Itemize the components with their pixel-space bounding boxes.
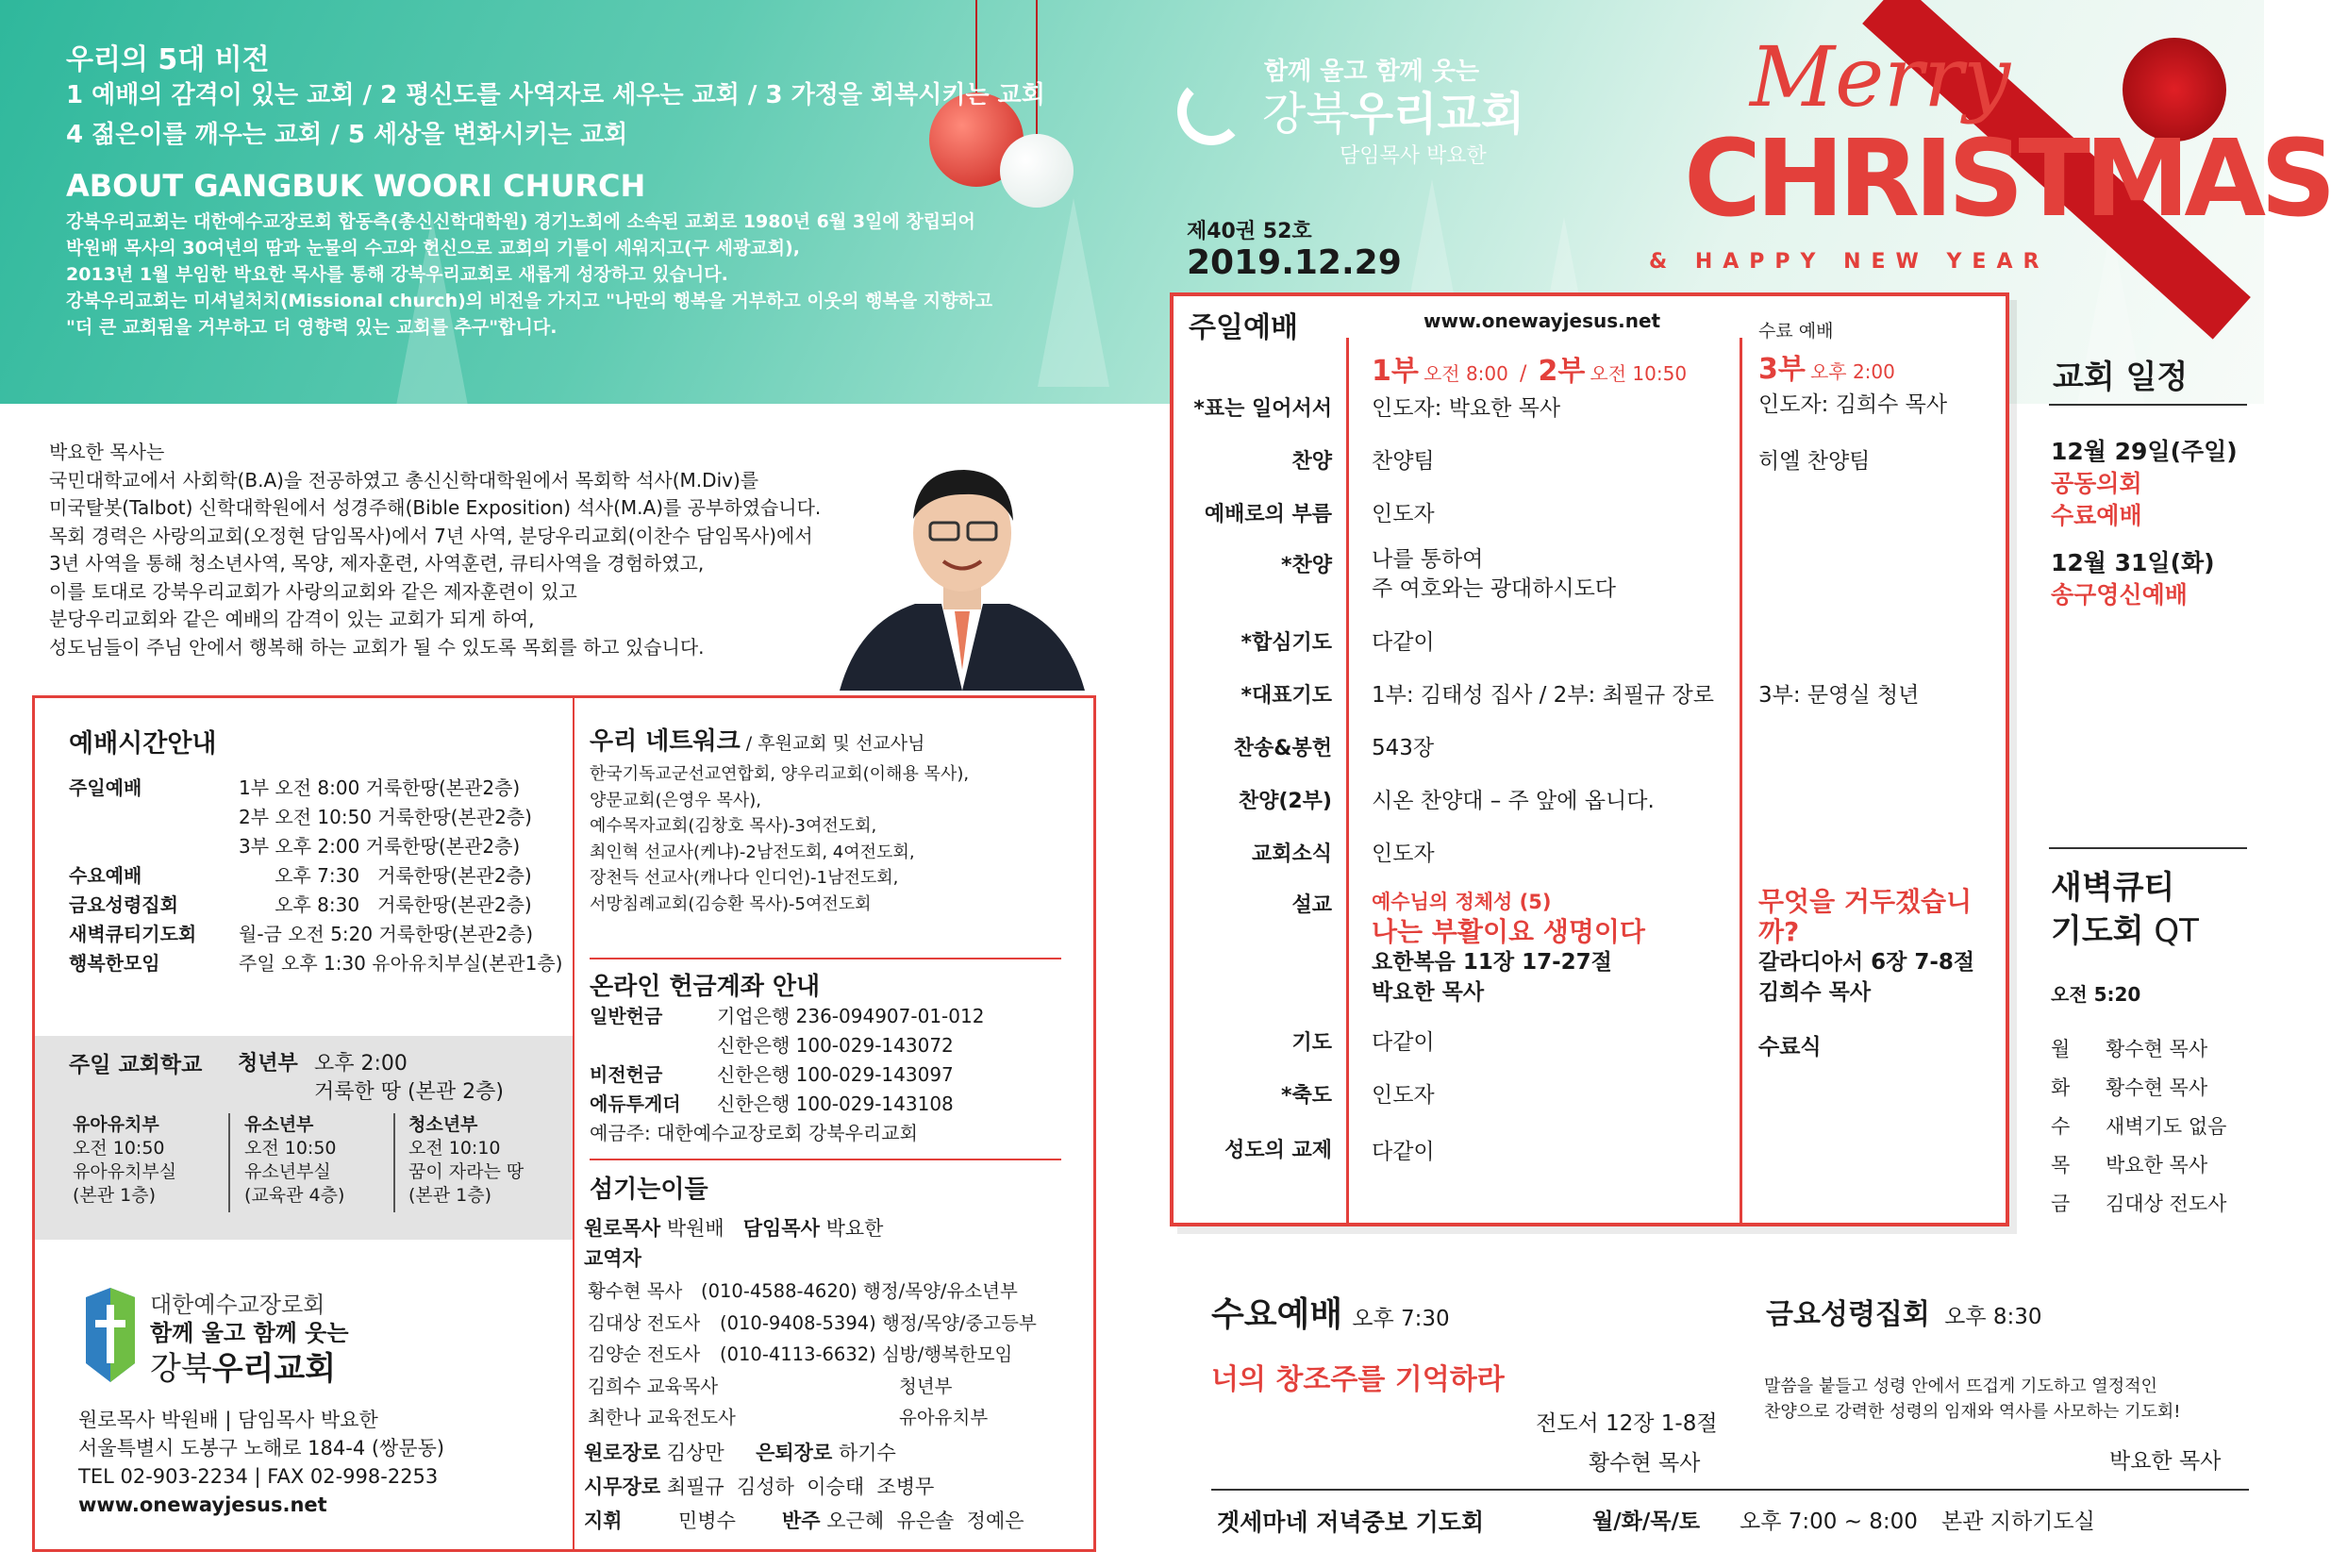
order-value: 시온 찬양대 – 주 앞에 옵니다. xyxy=(1372,789,1655,813)
offering-title: 온라인 헌금계좌 안내 xyxy=(590,973,821,1001)
times-title: 예배시간안내 xyxy=(69,729,217,759)
order-label: *축도 xyxy=(1280,1084,1332,1108)
order-value: 찬양팀 xyxy=(1372,449,1435,474)
vision-title: 우리의 5대 비전 xyxy=(66,43,270,76)
network-header xyxy=(590,722,925,757)
network-item: 최인혁 선교사(케냐)-2남전도회, 4여전도회, xyxy=(590,842,915,862)
church-address xyxy=(78,1406,444,1519)
church-logo-icon xyxy=(1177,77,1245,145)
church-name-part: 우리교회 xyxy=(211,1350,337,1388)
sermon-series: 예수님의 정체성 (5) xyxy=(1372,891,1552,913)
denomination-logo-icon xyxy=(82,1288,139,1382)
leader: 새벽기도 없음 xyxy=(2106,1115,2227,1138)
staff-name: 김희수 교육목사 xyxy=(588,1375,719,1397)
order-label: 찬송&봉헌 xyxy=(1233,737,1332,760)
church-slogan: 함께 울고 함께 웃는 xyxy=(1264,58,1480,86)
order-value: 인도자: 박요한 목사 xyxy=(1372,396,1561,421)
denomination-name: 대한예수교장로회 xyxy=(150,1292,325,1318)
weekday: 화 xyxy=(2051,1076,2071,1099)
friday-preacher: 박요한 목사 xyxy=(2109,1449,2222,1474)
sermon-scripture: 요한복음 11장 17-27절 xyxy=(1372,950,1612,975)
role: 원로장로 xyxy=(584,1442,661,1464)
order-value: 다같이 xyxy=(1372,1140,1435,1164)
staff-info: (010-4588-4620) 행정/목양/유소년부 xyxy=(701,1280,1018,1302)
divider xyxy=(1740,338,1742,1223)
sermon-title: 나는 부활이요 생명이다 xyxy=(1372,916,1645,947)
weekday: 월 xyxy=(2051,1038,2071,1060)
part-label: 3부 xyxy=(1758,353,1806,386)
wed-service-small: 수료 예배 xyxy=(1758,321,1834,342)
ornament-white xyxy=(1000,134,1074,208)
youth-time: 오후 2:00 xyxy=(314,1052,408,1076)
person: 박요한 xyxy=(825,1217,884,1240)
dawn-schedule xyxy=(2051,1030,2226,1224)
about-line: 박원배 목사의 30여년의 땀과 눈물의 수고와 헌신으로 교회의 기틀이 세워지고(구 세광교회), xyxy=(66,238,800,259)
order-label: 설교 xyxy=(1291,893,1332,917)
gethsemane-place: 본관 지하기도실 xyxy=(1941,1510,2095,1534)
worship-order xyxy=(1170,292,2009,1226)
friday-time: 오후 8:30 xyxy=(1944,1305,2042,1329)
service-parts xyxy=(1372,347,1687,389)
vision-line: 4 젊은이를 깨우는 교회 / 5 세상을 변화시키는 교회 xyxy=(66,121,628,149)
bio-line: 국민대학교에서 사회학(B.A)을 전공하였고 총신신학대학원에서 목회학 석사(M.Div)를 xyxy=(49,468,759,492)
times-label: 금요성령집회 xyxy=(69,893,178,916)
person: 김상만 xyxy=(666,1442,724,1464)
role: 반주 xyxy=(782,1510,821,1532)
staff-info: (010-9408-5394) 행정/목양/중고등부 xyxy=(720,1311,1037,1334)
gethsemane-time: 오후 7:00 ~ 8:00 xyxy=(1740,1510,1918,1534)
staff-info: (010-4113-6632) 심방/행복한모임 xyxy=(720,1343,1013,1365)
youth-place: 거룩한 땅 (본관 2층) xyxy=(314,1080,504,1104)
dept-block xyxy=(244,1113,395,1208)
network-item: 예수목자교회(김창호 목사)-3여전도회, xyxy=(590,816,877,836)
divider xyxy=(573,698,574,1552)
weekday: 금 xyxy=(2051,1193,2071,1215)
calendar-list xyxy=(2051,436,2238,611)
divider xyxy=(590,1159,1061,1160)
divider xyxy=(1211,1489,2249,1491)
church-name-part: 우리교회 xyxy=(1349,88,1525,141)
church-name xyxy=(1262,77,1524,142)
network-item: 양문교회(은영우 목사), xyxy=(590,790,761,810)
bio-line: 박요한 목사는 xyxy=(49,441,165,463)
sermon-preacher: 박요한 목사 xyxy=(1372,980,1485,1005)
separator: / xyxy=(1512,362,1534,386)
pastor-bio xyxy=(49,439,879,661)
order-value: 인도자 xyxy=(1372,1083,1435,1108)
wednesday-time: 오후 7:30 xyxy=(1352,1307,1450,1331)
servants-row xyxy=(584,1212,883,1244)
gethsemane-days: 월/화/목/토 xyxy=(1592,1510,1701,1534)
times-label xyxy=(69,803,239,832)
bio-line: 3년 사역을 통해 청소년사역, 목양, 제자훈련, 사역훈련, 큐티사역을 경험하였고, xyxy=(49,552,705,575)
dept-time: 오전 10:50 xyxy=(244,1138,337,1159)
dept-place: 유아유치부실 xyxy=(73,1161,177,1182)
service-part3 xyxy=(1758,345,1895,387)
logo-church-name xyxy=(150,1343,336,1389)
website-link[interactable]: www.onewayjesus.net xyxy=(78,1493,327,1516)
person: 민병수 xyxy=(678,1510,736,1532)
person: 오근혜 유은솔 정예은 xyxy=(826,1510,1024,1532)
person: 하기수 xyxy=(838,1442,896,1464)
order-label: 예배로의 부름 xyxy=(1204,503,1332,526)
times-label: 수요예배 xyxy=(69,864,142,887)
order-label: 찬양(2부) xyxy=(1238,790,1332,813)
address-line: 서울특별시 도봉구 노해로 184-4 (쌍문동) xyxy=(78,1437,445,1460)
hymn-line: 주 여호와는 광대하시도다 xyxy=(1372,576,1617,601)
order-value: 인도자: 김희수 목사 xyxy=(1758,392,1948,417)
sermon-preacher: 김희수 목사 xyxy=(1758,980,1872,1005)
logo-slogan: 함께 울고 함께 웃는 xyxy=(150,1320,349,1346)
staff-name: 최한나 교육전도사 xyxy=(588,1407,736,1428)
dept-place: 유소년부실 xyxy=(244,1161,331,1182)
times-value: 3부 오후 2:00 거룩한땅(본관2층) xyxy=(239,835,521,858)
order-label: *합심기도 xyxy=(1240,631,1332,655)
order-value: 다같이 xyxy=(1372,1030,1435,1055)
network-item: 한국기독교군선교연합회, 양우리교회(이해용 목사), xyxy=(590,764,970,784)
order-label: 기도 xyxy=(1291,1031,1332,1055)
offering-table xyxy=(590,1002,984,1148)
times-label: 새벽큐티기도회 xyxy=(69,923,197,945)
church-name-part: 강북 xyxy=(150,1350,212,1388)
role: 원로목사 xyxy=(584,1217,661,1240)
network-subtitle: / 후원교회 및 선교사님 xyxy=(740,733,925,754)
staff-title: 교역자 xyxy=(584,1247,641,1270)
tree-decoration xyxy=(1038,198,1109,387)
divider xyxy=(393,1113,395,1212)
offering-label: 비전헌금 xyxy=(590,1063,663,1086)
leader: 김대상 전도사 xyxy=(2106,1193,2227,1215)
friday-header xyxy=(1766,1291,2042,1332)
order-value: 543장 xyxy=(1372,736,1435,760)
offering-label xyxy=(590,1031,717,1060)
order-value: 히엘 찬양팀 xyxy=(1758,449,1871,474)
pastor-photo xyxy=(830,443,1094,691)
part-time: 오후 2:00 xyxy=(1809,360,1895,383)
part-label: 1부 xyxy=(1372,355,1419,388)
times-label xyxy=(69,832,239,861)
issue-number: 제40권 52호 xyxy=(1187,220,1312,243)
divider xyxy=(228,1113,230,1212)
dawn-title-line: 새벽큐티 xyxy=(2051,869,2175,907)
times-value: 2부 오전 10:50 거룩한땅(본관2층) xyxy=(239,806,532,828)
bio-line: 이를 토대로 강북우리교회가 사랑의교회와 같은 제자훈련이 있고 xyxy=(49,579,577,603)
staff-name: 김대상 전도사 xyxy=(588,1311,701,1334)
sermon-scripture: 갈라디아서 6장 7-8절 xyxy=(1758,950,1975,975)
order-value: 인도자 xyxy=(1372,502,1435,526)
staff-info: 청년부 xyxy=(899,1375,953,1397)
elders-list xyxy=(584,1436,1024,1538)
role: 지휘 xyxy=(584,1510,623,1532)
person: 최필규 김성하 이승태 조병무 xyxy=(666,1476,935,1498)
order-value: 3부: 문영실 청년 xyxy=(1758,683,1920,708)
divider xyxy=(2049,404,2247,406)
bio-line: 성도님들이 주님 안에서 행복해 하는 교회가 될 수 있도록 목회를 하고 있습니다. xyxy=(49,635,705,659)
bio-line: 분당우리교회와 같은 예배의 감격이 있는 교회가 되게 하여, xyxy=(49,608,535,630)
about-line: 강북우리교회는 대한예수교장로회 합동측(총신신학대학원) 경기노회에 소속된 교회로 1980년 6월 3일에 창립되어 xyxy=(66,211,975,232)
dept-name: 유아유치부 xyxy=(73,1114,159,1135)
leader: 황수현 목사 xyxy=(2106,1076,2208,1099)
weekday: 목 xyxy=(2051,1154,2071,1176)
order-label: 찬양 xyxy=(1291,450,1332,474)
staff-name: 황수현 목사 xyxy=(588,1280,683,1302)
church-name-part: 강북 xyxy=(1262,88,1350,141)
staff-name: 김양순 전도사 xyxy=(588,1343,701,1365)
info-box xyxy=(32,695,1096,1552)
offering-account: 기업은행 236-094907-01-012 xyxy=(717,1005,985,1027)
dept-block xyxy=(408,1113,569,1208)
about-line: "더 큰 교회됨을 거부하고 더 영향력 있는 교회를 추구"합니다. xyxy=(66,317,558,338)
bio-line: 목회 경력은 사랑의교회(오정현 담임목사)에서 7년 사역, 분당우리교회(이찬수 담임목사)에서 xyxy=(49,524,813,547)
youth-dept: 청년부 xyxy=(238,1052,298,1076)
leader: 박요한 목사 xyxy=(2106,1154,2208,1176)
order-value xyxy=(1372,545,1616,604)
times-label: 행복한모임 xyxy=(69,952,160,975)
friday-desc-line: 찬양으로 강력한 성령의 임재와 역사를 사모하는 기도회! xyxy=(1764,1402,2181,1422)
issue-date: 2019.12.29 xyxy=(1187,243,1402,282)
times-table xyxy=(69,774,562,978)
calendar-event: 수료예배 xyxy=(2051,502,2142,529)
friday-title: 금요성령집회 xyxy=(1766,1298,1930,1331)
dept-place: 꿈이 자라는 땅 xyxy=(408,1161,524,1182)
wednesday-preacher: 황수현 목사 xyxy=(1589,1451,1701,1476)
wednesday-header xyxy=(1211,1288,1450,1336)
wednesday-sermon: 너의 창조주를 기억하라 xyxy=(1211,1363,1505,1396)
offering-account: 신한은행 100-029-143072 xyxy=(717,1034,954,1057)
order-label: 성도의 교제 xyxy=(1224,1139,1332,1162)
role: 은퇴장로 xyxy=(756,1442,833,1464)
happy-new-year-text: & HAPPY NEW YEAR xyxy=(1649,250,2050,274)
times-value: 오후 7:30 거룩한땅(본관2층) xyxy=(239,864,532,887)
network-list xyxy=(590,761,969,917)
calendar-date: 12월 31일(화) xyxy=(2051,549,2215,576)
dept-name: 유소년부 xyxy=(244,1114,314,1135)
weekday: 수 xyxy=(2051,1115,2071,1138)
calendar-date: 12월 29일(주일) xyxy=(2051,438,2238,465)
part-label: 2부 xyxy=(1538,355,1586,388)
order-label: *찬양 xyxy=(1280,554,1332,577)
network-item: 장천득 선교사(캐나다 인디언)-1남전도회, xyxy=(590,868,899,888)
person: 박원배 xyxy=(666,1217,724,1240)
offering-account: 신한은행 100-029-143108 xyxy=(717,1093,954,1115)
times-label: 주일예배 xyxy=(69,776,142,799)
order-label: 교회소식 xyxy=(1251,842,1332,866)
times-value: 월-금 오전 5:20 거룩한땅(본관2층) xyxy=(239,923,534,945)
calendar-title: 교회 일정 xyxy=(2053,359,2189,396)
divider xyxy=(590,958,1061,959)
dawn-title-line: 기도회 xyxy=(2051,912,2144,950)
order-label: *대표기도 xyxy=(1240,684,1332,708)
staff-list xyxy=(588,1276,1078,1434)
bio-line: 미국탈봇(Talbot) 신학대학원에서 성경주해(Bible Exposition) 석사(M.A)를 공부하였습니다. xyxy=(49,496,822,519)
offering-account: 신한은행 100-029-143097 xyxy=(717,1063,954,1086)
dept-building: (교육관 4층) xyxy=(244,1185,345,1206)
vision-line: 1 예배의 감격이 있는 교회 / 2 평신도를 사역자로 세우는 교회 / 3 가정을 회복시키는 교회 xyxy=(66,81,1045,109)
about-line: 2013년 1월 부임한 박요한 목사를 통해 강북우리교회로 새롭게 성장하고 있습니다. xyxy=(66,264,728,285)
times-value: 오후 8:30 거룩한땅(본관2층) xyxy=(239,893,532,916)
ornament-string xyxy=(1036,0,1038,137)
staff-info: 유아유치부 xyxy=(899,1407,989,1428)
hymn-line: 나를 통하여 xyxy=(1372,547,1484,572)
calendar-event: 송구영신예배 xyxy=(2051,581,2188,609)
friday-desc-line: 말씀을 붙들고 성령 안에서 뜨겁게 기도하고 열정적인 xyxy=(1764,1376,2157,1396)
times-value: 주일 오후 1:30 유아유치부실(본관1층) xyxy=(239,952,563,975)
senior-pastor: 담임목사 박요한 xyxy=(1340,144,1487,168)
role: 담임목사 xyxy=(742,1217,820,1240)
dept-name: 청소년부 xyxy=(408,1114,478,1135)
calendar-event: 공동의회 xyxy=(2051,470,2142,497)
divider xyxy=(1346,338,1349,1223)
leader: 황수현 목사 xyxy=(2106,1038,2208,1060)
servants-title: 섬기는이들 xyxy=(590,1176,708,1204)
sermon-3 xyxy=(1758,887,2006,1062)
part-time: 오전 10:50 xyxy=(1590,362,1688,385)
offering-label: 일반헌금 xyxy=(590,1005,663,1027)
closing-ceremony: 수료식 xyxy=(1758,1035,1822,1059)
dept-building: (본관 1층) xyxy=(73,1185,157,1206)
divider xyxy=(2049,847,2247,849)
address-line: 원로목사 박원배 | 담임목사 박요한 xyxy=(78,1409,378,1431)
friday-description xyxy=(1764,1374,2180,1425)
network-item: 서망침례교회(김승환 목사)-5여전도회 xyxy=(590,893,872,914)
christmas-text: CHRISTMAS xyxy=(1684,118,2331,241)
address-line: TEL 02-903-2234 | FAX 02-998-2253 xyxy=(78,1465,439,1488)
wednesday-title: 수요예배 xyxy=(1211,1295,1343,1334)
worship-website[interactable]: www.onewayjesus.net xyxy=(1424,309,1661,332)
wednesday-scripture: 전도서 12장 1-8절 xyxy=(1536,1411,1718,1436)
sermon-title: 무엇을 거두겠습니까? xyxy=(1758,886,1973,947)
about-line: 강북우리교회는 미셔널처치(Missional church)의 비전을 가지고 "나만의 행복을 거부하고 이웃의 행복을 지향하고 xyxy=(66,291,993,311)
part-time: 오전 8:00 xyxy=(1423,362,1508,385)
dept-building: (본관 1층) xyxy=(408,1185,492,1206)
account-holder: 예금주: 대한예수교장로회 강북우리교회 xyxy=(590,1122,918,1144)
worship-title: 주일예배 xyxy=(1189,311,1298,344)
order-value: 다같이 xyxy=(1372,630,1435,655)
order-value: 1부: 김태성 집사 / 2부: 최필규 장로 xyxy=(1372,683,1714,708)
sunday-school-title: 주일 교회학교 xyxy=(69,1053,203,1077)
times-value: 1부 오전 8:00 거룩한땅(본관2층) xyxy=(239,776,521,799)
sermon-1 xyxy=(1372,887,1645,1008)
role: 시무장로 xyxy=(584,1476,661,1498)
dept-block xyxy=(73,1113,233,1208)
order-label: *표는 일어서서 xyxy=(1193,397,1332,421)
dawn-time: 오전 5:20 xyxy=(2051,983,2141,1006)
about-title: ABOUT GANGBUK WOORI CHURCH xyxy=(66,168,646,204)
dept-time: 오전 10:10 xyxy=(408,1138,501,1159)
merry-text: Merry xyxy=(1750,28,2011,125)
offering-label: 에듀투게더 xyxy=(590,1093,681,1115)
dawn-title xyxy=(2051,866,2199,953)
dept-time: 오전 10:50 xyxy=(73,1138,165,1159)
order-value: 인도자 xyxy=(1372,842,1435,866)
network-title: 우리 네트워크 xyxy=(590,727,741,756)
gethsemane-title: 겟세마네 저녁중보 기도회 xyxy=(1217,1509,1485,1536)
dawn-title-suffix: QT xyxy=(2143,912,2199,950)
